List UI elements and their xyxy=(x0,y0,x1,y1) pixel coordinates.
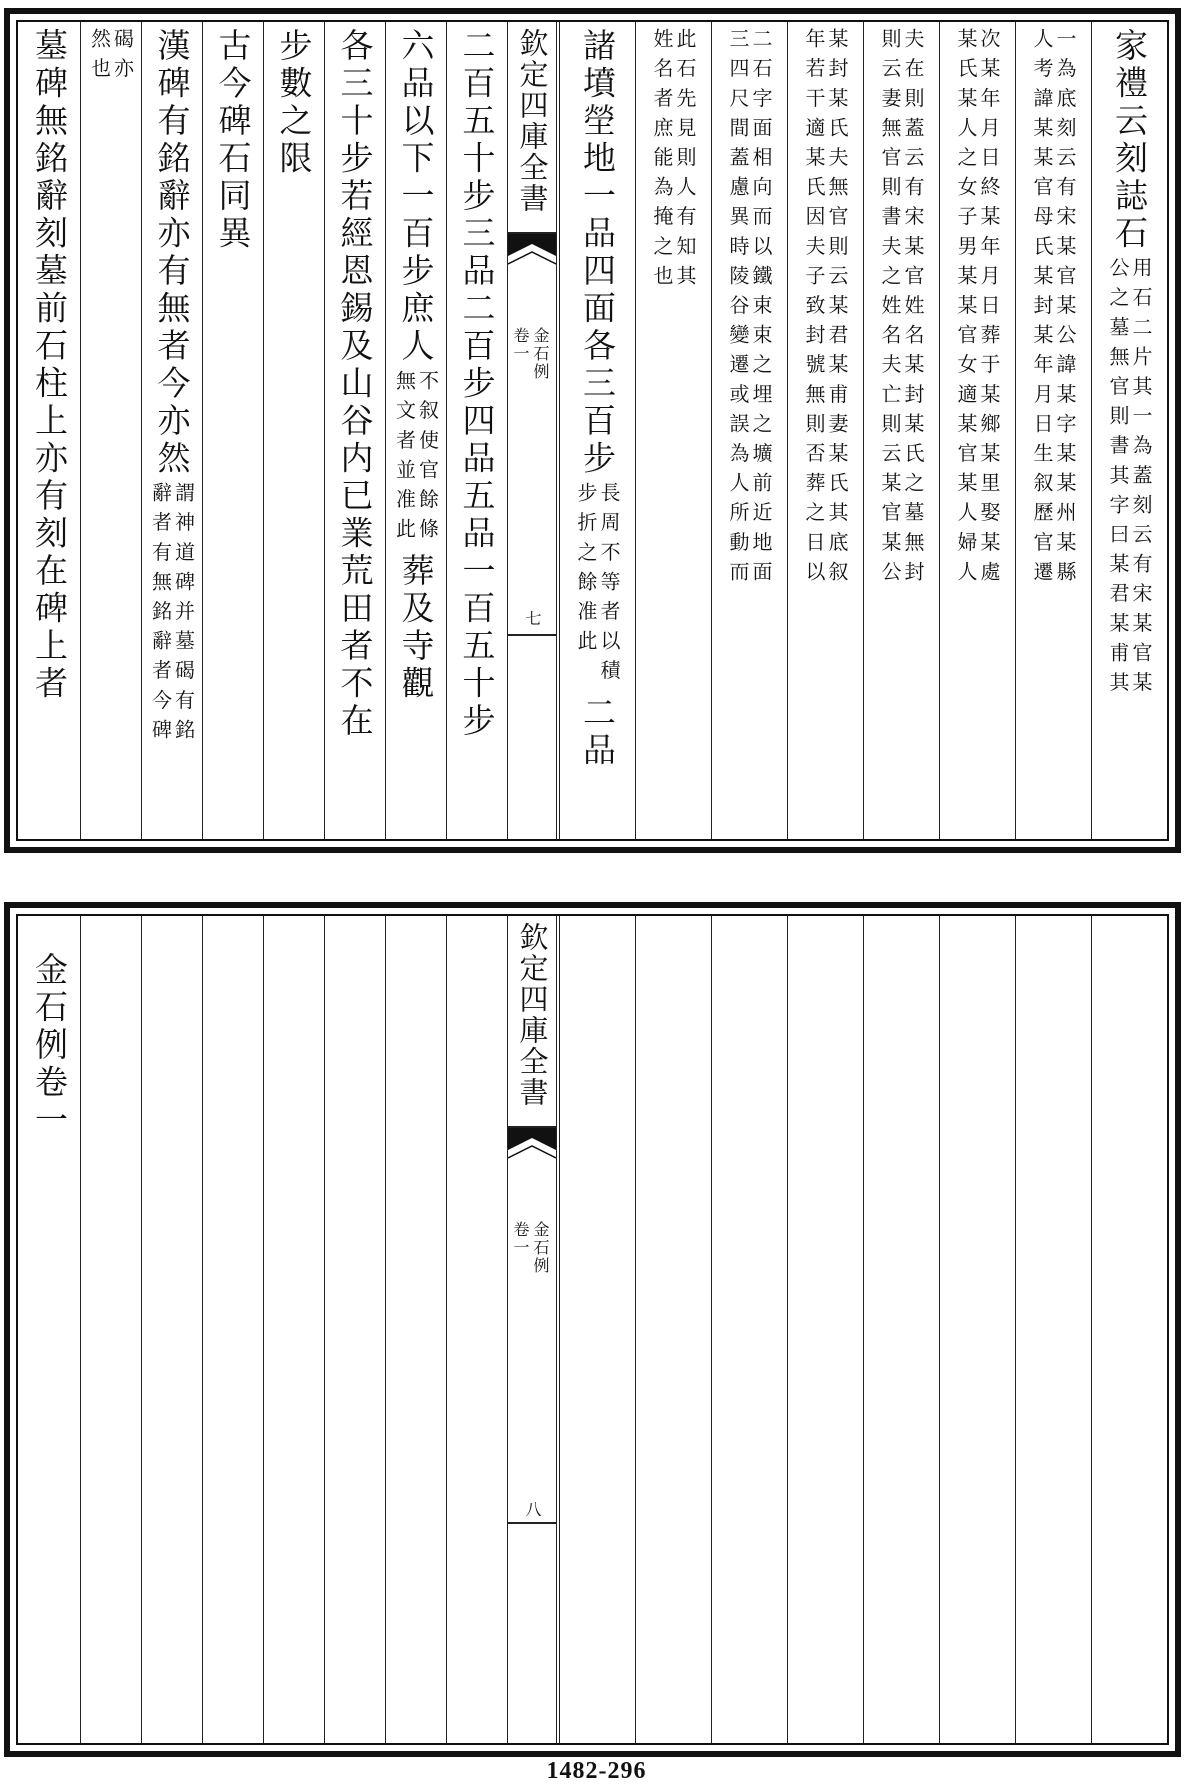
annotation-text: 某氏某人之女子男某某官女適某官某人婦人 xyxy=(954,28,978,591)
annotation-text: 一為底刻云有宋某官某公諱某字某某州某縣 xyxy=(1053,28,1077,591)
folio-page-7 xyxy=(4,8,1181,853)
left-half-column xyxy=(263,22,324,839)
left-half-column xyxy=(202,22,263,839)
page-number: 七 xyxy=(523,610,542,626)
main-text: 二百五十步三品二百步四品五品一百五十步 xyxy=(457,28,497,741)
text-frame xyxy=(16,914,1169,1745)
annotation-text: 次某年月日終某年月日葬于某鄉某里娶某處 xyxy=(977,28,1001,591)
annotation-text: 然也 xyxy=(87,28,112,88)
empty-column xyxy=(80,916,141,1743)
main-text: 二品 xyxy=(578,695,617,771)
text-frame xyxy=(16,20,1169,841)
annotation-text: 此石先見則人有知其 xyxy=(673,28,697,295)
annotation-text: 無文者並准此 xyxy=(392,369,417,548)
series-title: 欽定四庫全書 xyxy=(515,28,550,214)
empty-column xyxy=(202,916,263,1743)
right-half-column xyxy=(635,22,711,839)
volume-end-label: 金石例卷一 xyxy=(30,952,69,1140)
catalog-number: 1482-296 xyxy=(546,1758,647,1784)
book-title: 金石例 xyxy=(531,1221,550,1275)
empty-column xyxy=(1091,916,1167,1743)
left-half-column xyxy=(19,22,80,839)
annotation-text: 步折之餘准此 xyxy=(574,482,598,660)
volume-label: 卷一 xyxy=(511,327,530,363)
series-title: 欽定四庫全書 xyxy=(515,922,550,1108)
annotation-text: 謂神道碑并墓碣有銘 xyxy=(171,482,196,749)
left-half-column xyxy=(324,22,385,839)
empty-column xyxy=(711,916,787,1743)
main-text: 各三十步若經恩錫及山谷内已業荒田者不在 xyxy=(335,28,375,741)
empty-column xyxy=(863,916,939,1743)
annotation-text: 不叙使官餘條 xyxy=(415,369,440,548)
volume-end-column xyxy=(19,916,80,1743)
annotation-text: 則云妻無官則書夫之姓名夫亡則云某官某公 xyxy=(878,28,902,591)
right-half-column xyxy=(1015,22,1091,839)
annotation-text: 用石二片其一為蓋刻云有宋某官某 xyxy=(1129,257,1153,701)
right-half-column xyxy=(711,22,787,839)
empty-column xyxy=(141,916,202,1743)
empty-column xyxy=(446,916,507,1743)
right-half-column xyxy=(1091,22,1167,839)
book-title: 金石例 xyxy=(531,327,550,381)
annotation-text: 姓名者庶能為掩之也 xyxy=(650,28,674,295)
annotation-text: 人考諱某某官母氏某封某年月日生叙歷官遷 xyxy=(1030,28,1054,591)
main-text: 墓碑無銘辭刻墓前石柱上亦有刻在碑上者 xyxy=(30,28,69,703)
folio-page-8 xyxy=(4,902,1181,1757)
empty-column xyxy=(263,916,324,1743)
main-text: 諸墳塋地一品四面各三百步 xyxy=(578,28,617,478)
center-band-bottom xyxy=(507,916,557,1743)
left-half-column xyxy=(385,22,446,839)
page-number: 八 xyxy=(523,1501,542,1517)
annotation-text: 碣亦 xyxy=(110,28,135,88)
left-half-column xyxy=(141,22,202,839)
right-half-column xyxy=(787,22,863,839)
main-text: 葬及寺觀 xyxy=(396,553,436,704)
center-band-top xyxy=(507,22,557,839)
empty-column xyxy=(385,916,446,1743)
annotation-text: 辭者有無銘辭者今碑 xyxy=(148,482,173,749)
volume-label: 卷一 xyxy=(511,1221,530,1257)
main-text: 步數之限 xyxy=(274,28,314,178)
empty-column xyxy=(1015,916,1091,1743)
empty-column xyxy=(635,916,711,1743)
annotation-text: 三四尺間蓋慮異時陵谷變遷或誤為人所動而 xyxy=(726,28,750,591)
main-text: 古今碑石同異 xyxy=(213,28,253,253)
annotation-text: 某封某氏夫無官則云某君某甫妻某氏其底叙 xyxy=(825,28,849,591)
empty-column xyxy=(559,916,635,1743)
annotation-text: 二石字面相向而以鐵束束之埋之壙前近地面 xyxy=(749,28,773,591)
annotation-text: 長周不等者以積 xyxy=(597,482,621,690)
annotation-text: 年若干適某氏因夫子致封號無則否葬之日以 xyxy=(802,28,826,591)
right-half-column xyxy=(863,22,939,839)
right-half-column xyxy=(939,22,1015,839)
fishtail-ornament xyxy=(508,234,556,268)
fishtail-ornament xyxy=(508,1128,556,1162)
main-text: 家禮云刻誌石 xyxy=(1110,28,1149,253)
annotation-text: 公之墓無官則書其字曰某君某甫其 xyxy=(1106,257,1130,701)
empty-column xyxy=(787,916,863,1743)
empty-column xyxy=(939,916,1015,1743)
left-half-column xyxy=(446,22,507,839)
main-text: 六品以下一百步庶人 xyxy=(396,28,436,366)
empty-column xyxy=(324,916,385,1743)
left-half-column xyxy=(80,22,141,839)
main-text: 漢碑有銘辭亦有無者今亦然 xyxy=(152,28,192,478)
right-half-column xyxy=(559,22,635,839)
annotation-text: 夫在則蓋云有宋某官姓名某封某氏之墓無封 xyxy=(901,28,925,591)
